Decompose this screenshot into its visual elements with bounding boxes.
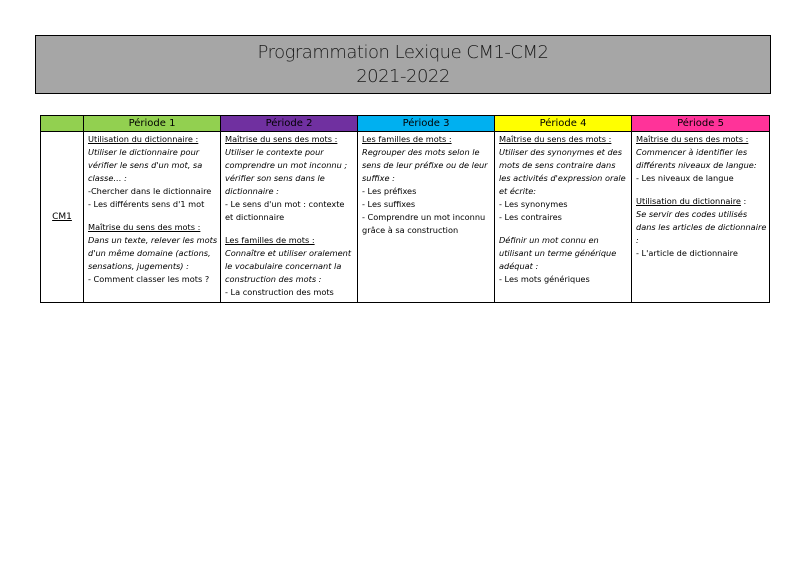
p2-objective-1: Utiliser le contexte pour comprendre un mot inconnu ; vérifier son sens dans le dictionnaire : xyxy=(225,147,348,196)
p1-heading-sens-des-mots: Maîtrise du sens des mots : xyxy=(88,222,201,232)
p1-item-3: - Comment classer les mots ? xyxy=(88,274,210,284)
spacer xyxy=(225,224,355,234)
header-periode-3: Période 3 xyxy=(358,116,495,132)
p5-item-1: - Les niveaux de langue xyxy=(636,173,734,183)
cell-periode-3 xyxy=(358,132,495,303)
p1-item-2: - Les différents sens d'1 mot xyxy=(88,199,205,209)
p4-objective-1: Utiliser des synonymes et des mots de sens contraire dans les activités d'expression orale et écrite: xyxy=(499,147,626,196)
p3-item-2: - Les suffixes xyxy=(362,199,416,209)
p3-heading-familles: Les familles de mots : xyxy=(362,134,452,144)
p5-heading-sens-des-mots: Maîtrise du sens des mots : xyxy=(636,134,749,144)
p5-heading-dictionnaire: Utilisation du dictionnaire xyxy=(636,196,741,206)
p1-heading-dictionnaire: Utilisation du dictionnaire : xyxy=(88,134,199,144)
p5-heading-colon: : xyxy=(740,196,747,206)
p4-item-2: - Les contraires xyxy=(499,212,562,222)
p2-item-1: - Le sens d'un mot : contexte et dictionnaire xyxy=(225,199,345,222)
programmation-table xyxy=(40,115,770,303)
header-periode-4: Période 4 xyxy=(495,116,632,132)
cell-periode-4 xyxy=(495,132,632,303)
p4-heading-sens-des-mots: Maîtrise du sens des mots : xyxy=(499,134,612,144)
table-row-cm1 xyxy=(41,132,770,303)
p3-item-3: - Comprendre un mot inconnu grâce à sa construction xyxy=(362,212,486,235)
p3-objective-1: Regrouper des mots selon le sens de leur préfixe ou de leur suffixe : xyxy=(362,147,488,183)
spacer xyxy=(499,224,629,234)
header-periode-5: Période 5 xyxy=(632,116,770,132)
cell-periode-2 xyxy=(221,132,358,303)
p5-objective-1: Commencer à identifier les différents niveaux de langue: xyxy=(636,147,757,170)
p4-item-1: - Les synonymes xyxy=(499,199,568,209)
spacer xyxy=(636,185,767,195)
p4-item-3: - Les mots génériques xyxy=(499,274,590,284)
p2-objective-2: Connaître et utiliser oralement le vocabulaire concernant la construction des mots : xyxy=(225,248,352,284)
header-periode-2: Période 2 xyxy=(221,116,358,132)
p5-heading-dictionnaire-line xyxy=(636,195,767,208)
school-year: 2021-2022 xyxy=(356,65,450,87)
spacer xyxy=(88,211,218,221)
row-label-cm1: CM1 xyxy=(52,212,72,222)
p1-item-1: -Chercher dans le dictionnaire xyxy=(88,186,212,196)
p3-item-1: - Les préfixes xyxy=(362,186,417,196)
cell-periode-1 xyxy=(84,132,221,303)
p5-item-2: - L'article de dictionnaire xyxy=(636,248,738,258)
p5-objective-2: Se servir des codes utilisés dans les articles de dictionnaire : xyxy=(636,209,767,245)
title-banner xyxy=(35,35,771,94)
corner-cell xyxy=(41,116,84,132)
table-header-row xyxy=(41,116,770,132)
p2-heading-sens-des-mots: Maîtrise du sens des mots : xyxy=(225,134,338,144)
p4-objective-2: Définir un mot connu en utilisant un terme générique adéquat : xyxy=(499,235,617,271)
document-title: Programmation Lexique CM1-CM2 xyxy=(257,41,549,63)
header-periode-1: Période 1 xyxy=(84,116,221,132)
p2-item-2: - La construction des mots xyxy=(225,287,334,297)
p1-objective-1: Utiliser le dictionnaire pour vérifier le sens d'un mot, sa classe… : xyxy=(88,147,203,183)
cell-periode-5 xyxy=(632,132,770,303)
p1-objective-2: Dans un texte, relever les mots d'un même domaine (actions, sensations, jugements) : xyxy=(88,235,218,271)
p2-heading-familles: Les familles de mots : xyxy=(225,235,315,245)
row-label-cell xyxy=(41,132,84,303)
